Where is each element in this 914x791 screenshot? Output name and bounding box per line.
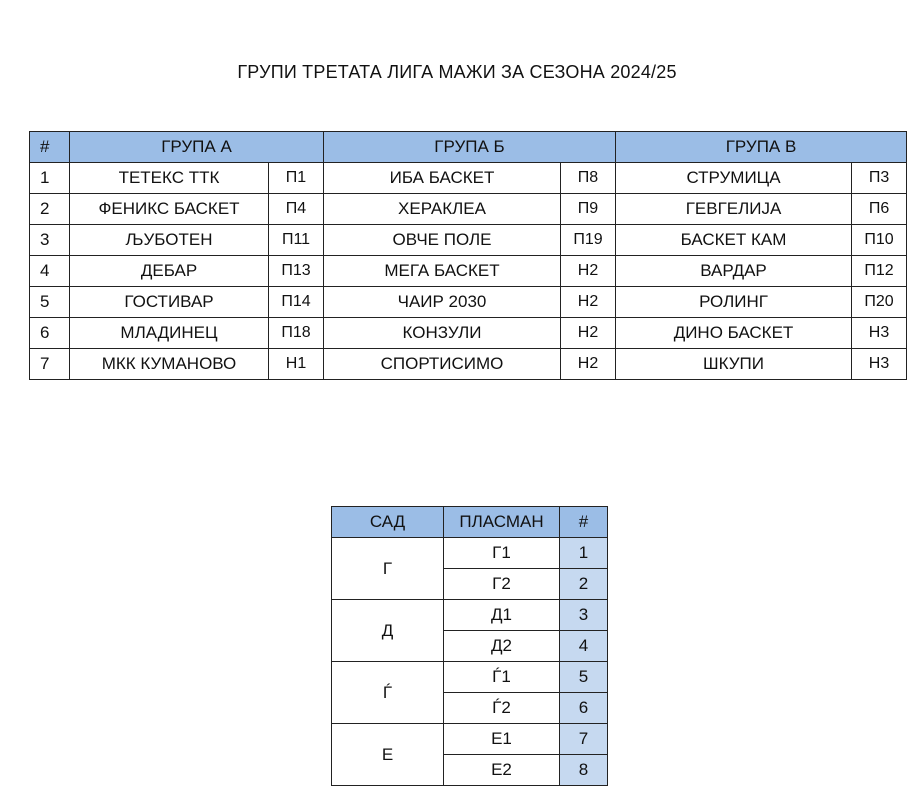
header-group-c: ГРУПА В (616, 132, 907, 163)
code-group-c: П6 (852, 194, 907, 225)
code-group-a: П11 (269, 225, 324, 256)
team-group-c: ГЕВГЕЛИЈА (616, 194, 852, 225)
sad-cell: Д (332, 600, 444, 662)
rank-number: 6 (560, 693, 608, 724)
rank-number: 1 (560, 538, 608, 569)
team-group-c: СТРУМИЦА (616, 163, 852, 194)
groups-table (29, 131, 907, 380)
table-row (30, 225, 907, 256)
row-number: 3 (30, 225, 70, 256)
team-group-a: ГОСТИВАР (70, 287, 269, 318)
code-group-b: Н2 (561, 349, 616, 380)
table-row (332, 724, 608, 755)
team-group-c: БАСКЕТ КАМ (616, 225, 852, 256)
rank-number: 8 (560, 755, 608, 786)
team-group-c: ШКУПИ (616, 349, 852, 380)
table-row (30, 256, 907, 287)
row-number: 7 (30, 349, 70, 380)
team-group-a: МЛАДИНЕЦ (70, 318, 269, 349)
code-group-c: Н3 (852, 318, 907, 349)
team-group-b: СПОРТИСИМО (324, 349, 561, 380)
table-row (30, 318, 907, 349)
team-group-b: МЕГА БАСКЕТ (324, 256, 561, 287)
team-group-c: ВАРДАР (616, 256, 852, 287)
code-group-a: П18 (269, 318, 324, 349)
code-group-b: П19 (561, 225, 616, 256)
table-row (30, 163, 907, 194)
table-row (332, 538, 608, 569)
header-group-a: ГРУПА А (70, 132, 324, 163)
code-group-b: П9 (561, 194, 616, 225)
code-group-a: П1 (269, 163, 324, 194)
code-group-a: П14 (269, 287, 324, 318)
code-group-b: Н2 (561, 287, 616, 318)
code-group-c: П10 (852, 225, 907, 256)
table-row (332, 600, 608, 631)
plasman-cell: Е1 (444, 724, 560, 755)
code-group-c: П20 (852, 287, 907, 318)
team-group-a: ЉУБОТЕН (70, 225, 269, 256)
plasman-cell: Г2 (444, 569, 560, 600)
plasman-cell: Ѓ1 (444, 662, 560, 693)
plasman-cell: Е2 (444, 755, 560, 786)
code-group-a: П4 (269, 194, 324, 225)
header-group-b: ГРУПА Б (324, 132, 616, 163)
row-number: 2 (30, 194, 70, 225)
plasman-cell: Ѓ2 (444, 693, 560, 724)
rank-number: 7 (560, 724, 608, 755)
code-group-a: П13 (269, 256, 324, 287)
ranking-table (331, 506, 608, 786)
team-group-c: РОЛИНГ (616, 287, 852, 318)
team-group-a: ТЕТЕКС ТТК (70, 163, 269, 194)
header-sad: САД (332, 507, 444, 538)
row-number: 6 (30, 318, 70, 349)
plasman-cell: Д2 (444, 631, 560, 662)
ranking-header-row (332, 507, 608, 538)
rank-number: 3 (560, 600, 608, 631)
team-group-c: ДИНО БАСКЕТ (616, 318, 852, 349)
team-group-b: ХЕРАКЛЕА (324, 194, 561, 225)
row-number: 4 (30, 256, 70, 287)
team-group-a: МКК КУМАНОВО (70, 349, 269, 380)
team-group-b: ЧАИР 2030 (324, 287, 561, 318)
sad-cell: Е (332, 724, 444, 786)
code-group-a: Н1 (269, 349, 324, 380)
header-num: # (30, 132, 70, 163)
rank-number: 2 (560, 569, 608, 600)
table-row (332, 662, 608, 693)
table-row (30, 287, 907, 318)
rank-number: 4 (560, 631, 608, 662)
code-group-c: Н3 (852, 349, 907, 380)
plasman-cell: Д1 (444, 600, 560, 631)
plasman-cell: Г1 (444, 538, 560, 569)
code-group-b: Н2 (561, 256, 616, 287)
sad-cell: Ѓ (332, 662, 444, 724)
page-title: ГРУПИ ТРЕТАТА ЛИГА МАЖИ ЗА СЕЗОНА 2024/25 (237, 62, 677, 82)
groups-header-row (30, 132, 907, 163)
code-group-b: Н2 (561, 318, 616, 349)
row-number: 5 (30, 287, 70, 318)
header-plasman: ПЛАСМАН (444, 507, 560, 538)
header-rank-num: # (560, 507, 608, 538)
sad-cell: Г (332, 538, 444, 600)
team-group-b: КОНЗУЛИ (324, 318, 561, 349)
team-group-a: ДЕБАР (70, 256, 269, 287)
team-group-a: ФЕНИКС БАСКЕТ (70, 194, 269, 225)
table-row (30, 349, 907, 380)
team-group-b: ОВЧЕ ПОЛЕ (324, 225, 561, 256)
code-group-c: П12 (852, 256, 907, 287)
table-row (30, 194, 907, 225)
team-group-b: ИБА БАСКЕТ (324, 163, 561, 194)
code-group-b: П8 (561, 163, 616, 194)
row-number: 1 (30, 163, 70, 194)
rank-number: 5 (560, 662, 608, 693)
code-group-c: П3 (852, 163, 907, 194)
